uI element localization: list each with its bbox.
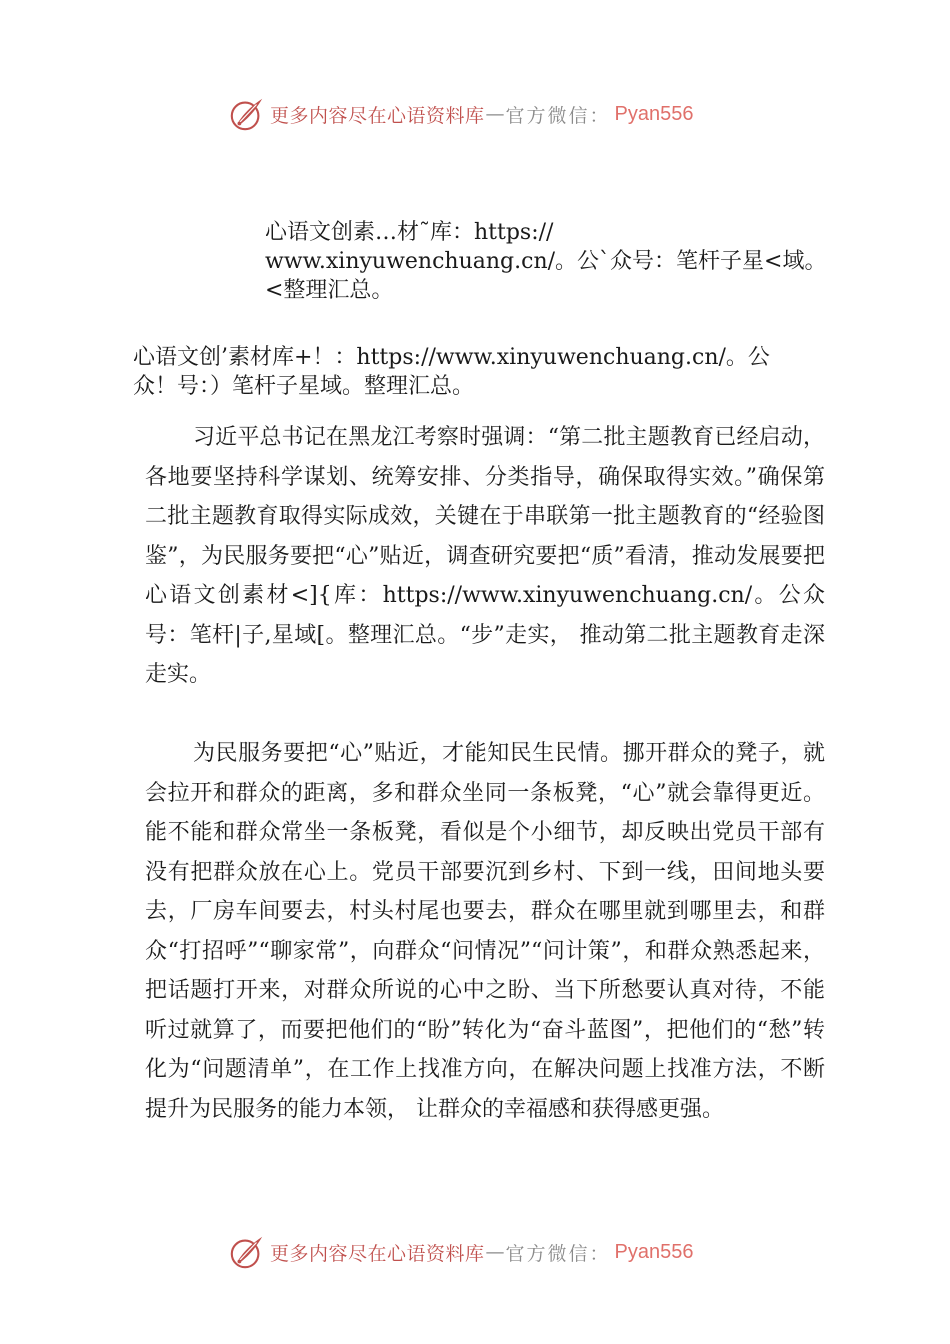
promo-text: 更多内容尽在心语资料库 <box>270 1242 485 1265</box>
source-note-1-line-1: 心语文创素…材˜库：https:// <box>265 220 554 245</box>
header-banner <box>228 94 694 134</box>
article-paragraph-1: 习近平总书记在黑龙江考察时强调：“第二批主题教育已经启动，各地要坚持科学谋划、统筹安排、分类指导，确保取得实效。”确保第二批主题教育取得实际成效，关键在于串联第一批主题教育的“经验图鉴”，为民服务要把“心”贴近，调查研究要把“质”看清，推动发展要把心语文创素材<]{库：https://www.xinyuwenchuang.cn/。公众号：笔杆|子,星域[。整理汇总。“步”走实， 推动第二批主题教育走深走实。 <box>145 425 825 687</box>
wechat-label: 官方微信： <box>505 104 611 127</box>
article-paragraph-2: 为民服务要把“心”贴近，才能知民生民情。挪开群众的凳子，就会拉开和群众的距离，多和群众坐同一条板凳，“心”就会靠得更近。能不能和群众常坐一条板凳，看似是个小细节，却反映出党员干部有没有把群众放在心上。党员干部要沉到乡村、下到一线，田间地头要去，厂房车间要去，村头村尾也要去，群众在哪里就到哪里去，和群众“打招呼”“聊家常”，向群众“问情况”“问计策”，和群众熟悉起来，把话题打开来，对群众所说的心中之盼、当下所愁要认真对待，不能听过就算了，而要把他们的“盼”转化为“奋斗蓝图”，把他们的“愁”转化为“问题清单”，在工作上找准方向，在解决问题上找准方法，不断提升为民服务的能力本领， 让群众的幸福感和获得感更强。 <box>145 741 825 1122</box>
wechat-id: Pyan556 <box>614 1240 694 1263</box>
promo-text: 更多内容尽在心语资料库 <box>270 104 485 127</box>
wechat-id: Pyan556 <box>614 102 694 125</box>
quill-pen-logo-icon <box>228 1233 266 1271</box>
quill-pen-logo-icon <box>228 95 266 133</box>
source-note-2-line-1: 心语文创’素材库+！：https://www.xinyuwenchuang.cn/。公 <box>133 345 770 370</box>
source-note-2-line-2: 众！号：）笔杆子星域。整理汇总。 <box>133 374 475 399</box>
banner-dash: — <box>485 103 505 125</box>
source-note-1-line-3: <整理汇总。 <box>265 278 394 303</box>
banner-dash: — <box>485 1241 505 1263</box>
source-note-1 <box>265 218 865 305</box>
source-note-2 <box>133 343 833 401</box>
footer-banner <box>228 1232 694 1272</box>
source-note-1-line-2: www.xinyuwenchuang.cn/。公`众号：笔杆子星<域。 <box>265 249 827 274</box>
wechat-label: 官方微信： <box>505 1242 611 1265</box>
